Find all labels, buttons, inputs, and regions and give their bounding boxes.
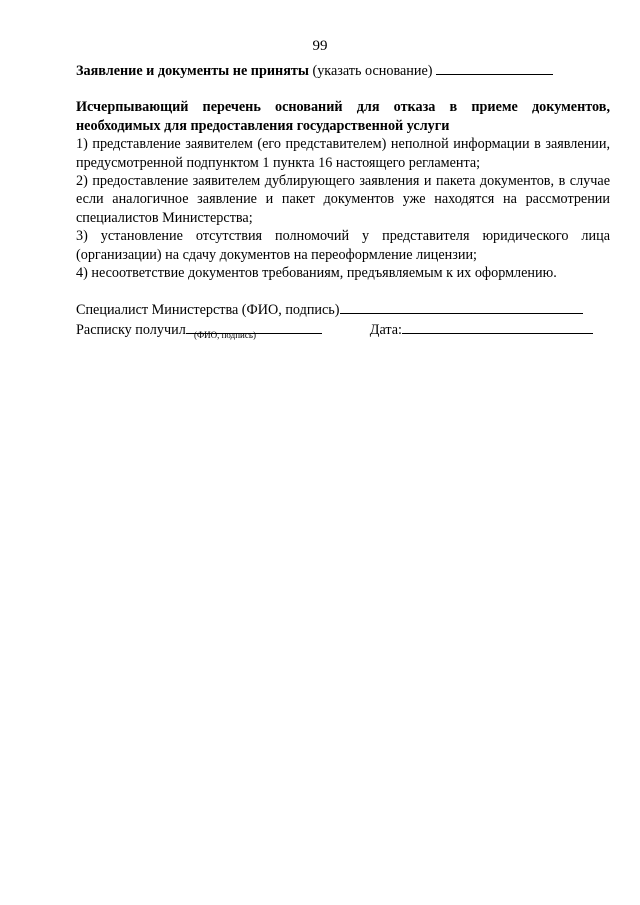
status-blank[interactable] — [436, 61, 553, 75]
status-normal: (указать основание) — [308, 63, 437, 79]
receipt-label: Расписку получил — [76, 321, 186, 338]
page-number: 99 — [312, 38, 328, 54]
reason-item-3: 3) установление отсутствия полномочий у представителя юридического лица (организации) на сдачу документов на переоформление лицензии; — [76, 228, 610, 263]
date-blank[interactable] — [402, 320, 593, 334]
reason-item-4: 4) несоответствие документов требованиям, предъявляемым к их оформлению. — [76, 265, 557, 282]
reason-item-2: 2) предоставление заявителем дублирующего заявления и пакета документов, в случае если аналогичное заявление и пакет документов уже находятся на рассмотрении специалистов Министерства; — [76, 173, 610, 226]
date-label: Дата: — [369, 321, 403, 338]
specialist-line — [76, 300, 610, 319]
status-line — [76, 61, 610, 80]
receipt-line — [76, 320, 610, 339]
reason-item-1: 1) представление заявителем (его представителем) неполной информации в заявлении, предусмотренной подпунктом 1 пункта 16 настоящего регламента; — [76, 136, 610, 171]
reasons-heading: Исчерпывающий перечень оснований для отказа в приеме документов, необходимых для предоставления государственной услуги — [76, 99, 610, 134]
document-body — [76, 61, 610, 339]
signature-block — [76, 300, 610, 339]
fio-note: (ФИО, подпись) — [194, 330, 256, 340]
specialist-signature-blank[interactable] — [340, 300, 583, 314]
status-bold: Заявление и документы не приняты — [76, 63, 309, 79]
specialist-label: Специалист Министерства (ФИО, подпись) — [76, 302, 340, 319]
